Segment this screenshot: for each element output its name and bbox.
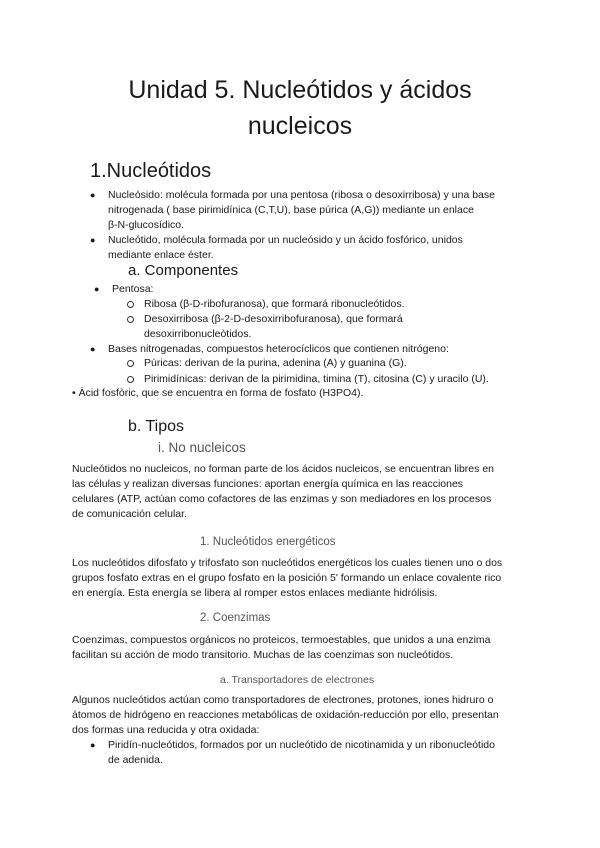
bullet-icon: ●	[90, 740, 96, 750]
paragraph-coenzimas: Coenzimas, compuestos orgánicos no proteicos, termoestables, que unidos a una enzima facilitan su acción de modo transitorio. Muchas de las coenzimas son nucleótidos.	[72, 634, 491, 661]
sub-list-item: Púricas: derivan de la purina, adenina (A) y guanina (G).	[144, 356, 407, 371]
bullet-icon: ●	[90, 235, 96, 245]
sub-list-item: Desoxirribosa (β-2-D-desoxirribofuranosa), que formará desoxirribonucleòtidos.	[144, 312, 403, 342]
subheading-tipos: b. Tipos	[128, 418, 185, 435]
paragraph-energeticos: Los nucleótidos difosfato y trifosfato son nucleótidos energéticos los cuales tienen uno o dos grupos fosfato extras en el grupo fosfato en la posición 5' formando un enlace covalente rico en energía. Esta energía se libera al romper estos enlaces mediante hidrólisis.	[72, 557, 503, 599]
heading-coenzimas: 2. Coenzimas	[200, 612, 271, 624]
section-heading-nucleotidos: 1.Nucleótidos	[90, 160, 212, 182]
list-item-bases: ● Bases nitrogenadas, compuestos heterocíclicos que contienen nitrógeno:	[90, 343, 449, 355]
heading-nucleotidos-energeticos: 1. Nucleótidos energéticos	[200, 536, 336, 548]
list-item: ● Nucleótido, molécula formada por un nucleósido y un ácido fosfórico, unidos mediante enlace éster.	[90, 234, 463, 261]
paragraph-transportadores: Algunos nucleótidos actúan como transportadores de electrones, protones, iones hidruro o átomos de hidrógeno en reacciones metabólicas de oxidación-reducción por ello, presentan dos formas una reducida y otra oxidada:	[72, 694, 499, 736]
list-item-pentosa: ● Pentosa:	[94, 283, 154, 295]
sub-list-item: Pirimidínicas: derivan de la pirimidina, timina (T), citosina (C) y uracilo (U).	[144, 372, 489, 387]
heading-transportadores: a. Transportadores de electrones	[220, 674, 375, 686]
subheading-componentes: a. Componentes	[128, 262, 239, 279]
bullet-icon: ●	[94, 284, 100, 294]
paragraph-no-nucleicos: Nucleótidos no nucleicos, no forman parte de los ácidos nucleicos, se encuentran libres en las células y realizan diversas funciones: aportan energía química en las reacciones celulares (ATP, actúan como cofactores de las enzimas y son mediadores en los procesos de comunicación celular.	[72, 463, 494, 520]
circle-bullet-icon	[127, 316, 134, 323]
circle-bullet-icon	[127, 301, 134, 308]
list-item-piridin: ● Piridín-nucleótidos, formados por un nucleótido de nicotinamida y un ribonucleótido de adenida.	[90, 739, 495, 766]
list-item: ● Nucleósido: molécula formada por una pentosa (ribosa o desoxirribosa) y una base nitrogenada ( base pirimidínica (C,T,U), base púrica (A,G)) mediante un enlace β-N-glucosídico.	[90, 189, 495, 231]
bullet-icon: ●	[90, 190, 96, 200]
circle-bullet-icon	[127, 376, 134, 383]
sub-list-item: Ribosa (β-D-ribofuranosa), que formará ribonucleótidos.	[144, 297, 405, 312]
page-title	[0, 72, 600, 144]
circle-bullet-icon	[127, 360, 134, 367]
title-line-1: Unidad 5. Nucleótidos y ácidos	[128, 76, 472, 104]
title-line-2: nucleicos	[247, 112, 353, 140]
bullet-icon: ●	[90, 344, 96, 354]
acid-line: • Àcid fosfòric, que se encuentra en forma de fosfato (H3PO4).	[72, 387, 364, 399]
subheading-no-nucleicos: i. No nucleicos	[158, 440, 246, 455]
